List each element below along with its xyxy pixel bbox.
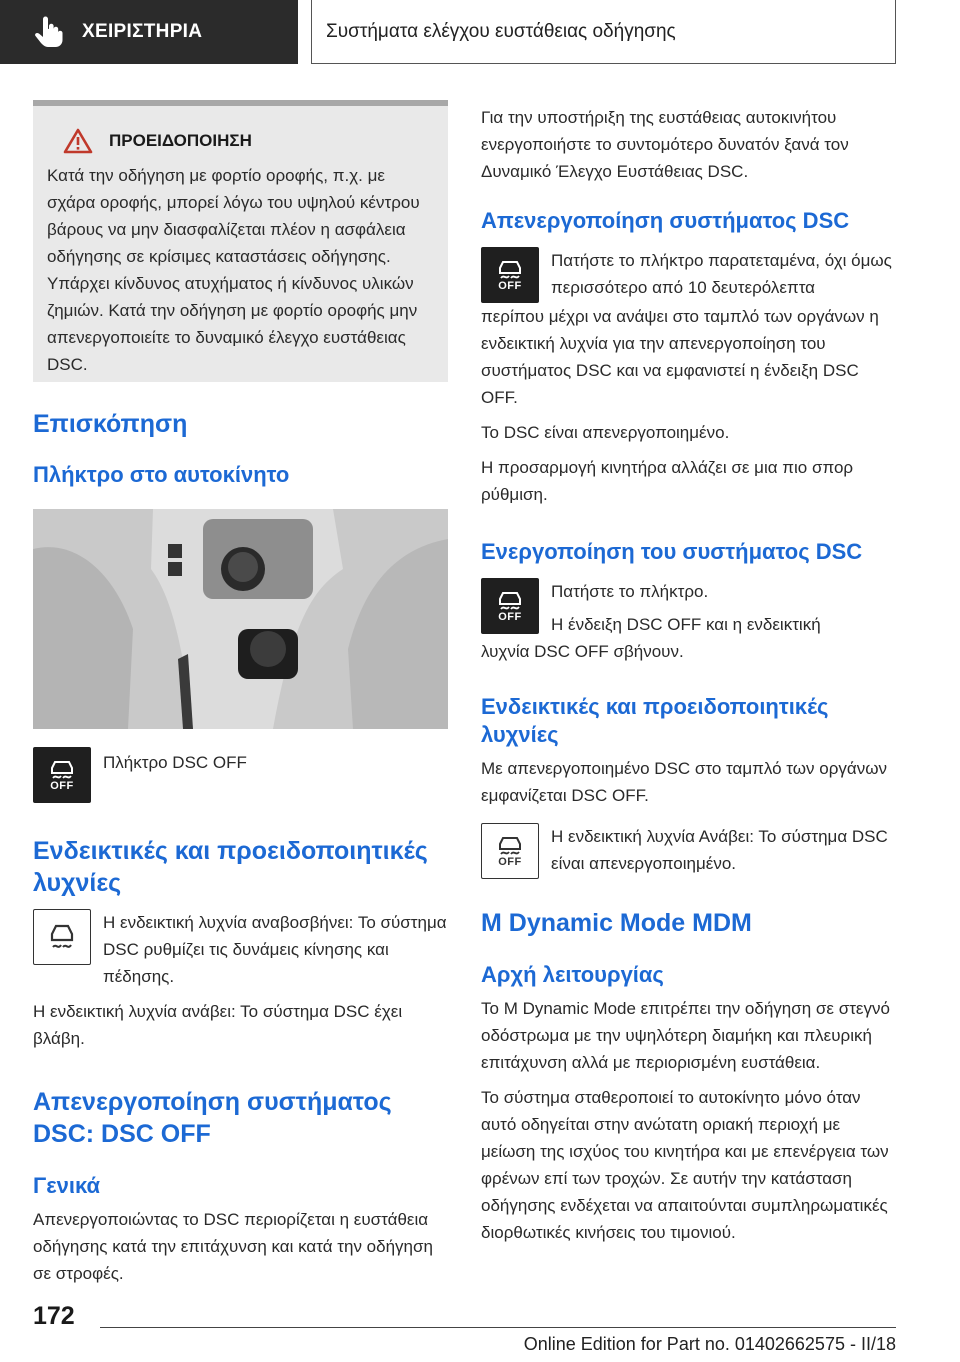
section-label: ΧΕΙΡΙΣΤΗΡΙΑ: [82, 21, 203, 42]
car-skid-icon: [495, 834, 525, 856]
car-skid-icon: [47, 758, 77, 780]
indicator-blink-row: [33, 909, 448, 990]
dsc-indicator-icon: [33, 909, 91, 965]
deactivate-step-rest: περίπου μέχρι να ανάψει στο ταμπλό των οργάνων η ενδεικτική λυχνία για την απενεργοποίηση του συστήματος DSC και να εμφανιστεί η ένδειξη DSC OFF.: [481, 307, 879, 407]
dsc-off-button-icon: [481, 247, 539, 303]
dsc-off-button-icon: [481, 578, 539, 634]
principle-text-1: Το M Dynamic Mode επιτρέπει την οδήγηση σε στεγνό οδόστρωμα με την υψηλότερη διαμήκη και πλευρική επιτάχυνση αλλά με περιορισμένη ευστάθεια.: [481, 999, 890, 1072]
principle-text-2: Το σύστημα σταθεροποιεί το αυτοκίνητο μόνο όταν αυτό οδηγείται στην ανώτατη οριακή περιοχή με μείωση της ισχύος του κινητήρα και με επενέργεια των φρένων επί των τροχών. Σε αυτήν την κατάσταση οδήγησης ενδέχεται να απαιτούνται συμπληρωματικές διορθωτικές κινήσεις του τιμονιού.: [481, 1088, 889, 1242]
indicator-blink-text: Η ενδεικτική λυχνία αναβοσβήνει: Το σύστημα DSC ρυθμίζει τις δυνάμεις κίνησης και πέδησης.: [103, 913, 447, 986]
right-column: [481, 104, 896, 1246]
edition-text: Online Edition for Part no. 01402662575 - II/18: [523, 1334, 896, 1354]
right-indicator-on-row: [481, 823, 896, 879]
deactivate-step-first: Πατήστε το πλήκτρο παρατεταμένα, όχι όμως περισσότερο από 10 δευτερόλεπτα: [551, 251, 892, 297]
dsc-off-indicator-icon: [481, 823, 539, 879]
activate-heading: Ενεργοποίηση του συστήματος DSC: [481, 539, 863, 564]
general-heading: Γενικά: [33, 1173, 101, 1198]
warning-triangle-icon: [63, 128, 93, 154]
car-skid-icon: [495, 258, 525, 280]
hand-pointer-icon: [34, 16, 64, 48]
deactivate-dsc-off-heading: Απενεργοποίηση συστήματος DSC: DSC OFF: [33, 1088, 392, 1148]
activate-step: Πατήστε το πλήκτρο.: [551, 582, 709, 601]
car-skid-icon: [45, 920, 79, 954]
activate-result-first: Η ένδειξη DSC OFF και η ενδεικτική: [551, 615, 821, 634]
deactivate-step-row: [481, 247, 896, 303]
warning-label: ΠΡΟΕΙΔΟΠΟΙΗΣΗ: [109, 131, 252, 150]
right-indicator-on-text: Η ενδεικτική λυχνία Ανάβει: Το σύστημα DSC είναι απενεργοποιημένο.: [551, 827, 888, 873]
button-caption: Πλήκτρο DSC OFF: [103, 753, 247, 772]
indicators-heading: Ενδεικτικές και προειδοποιητικές λυχνίες: [33, 837, 428, 897]
intro-text: Για την υποστήριξη της ευστάθειας αυτοκινήτου ενεργοποιήστε το συντομότερο δυνατόν ξανά τον Δυναμικό Έλεγχο Ευστάθειας DSC.: [481, 108, 849, 181]
section-tab[interactable]: [0, 0, 298, 64]
principle-heading: Αρχή λειτουργίας: [481, 962, 664, 987]
activate-step-row: [481, 578, 896, 638]
dsc-off-button-icon: [33, 747, 91, 803]
activate-result-rest: λυχνία DSC OFF σβήνουν.: [481, 642, 684, 661]
off-label: OFF: [498, 280, 522, 292]
overview-heading: Επισκόπηση: [33, 410, 188, 438]
console-illustration: [33, 509, 448, 729]
off-label: OFF: [498, 611, 522, 623]
chapter-title: [311, 0, 896, 64]
right-indicators-heading: Ενδεικτικές και προειδοποιητικές λυχνίες: [481, 694, 829, 747]
left-column: [33, 100, 448, 1287]
warning-header: [47, 128, 434, 154]
footer-divider: [100, 1327, 896, 1328]
car-skid-icon: [495, 589, 525, 611]
indicator-on-text: Η ενδεικτική λυχνία ανάβει: Το σύστημα DSC έχει βλάβη.: [33, 1002, 403, 1048]
right-indicators-text: Με απενεργοποιημένο DSC στο ταμπλό των οργάνων εμφανίζεται DSC OFF.: [481, 759, 887, 805]
chapter-title-text: Συστήματα ελέγχου ευστάθειας οδήγησης: [326, 20, 676, 42]
off-label: OFF: [50, 780, 74, 792]
page-header: [0, 0, 960, 64]
off-label: OFF: [498, 856, 522, 868]
page-number: 172: [33, 1302, 75, 1330]
engine-note: Η προσαρμογή κινητήρα αλλάζει σε μια πιο σπορ ρύθμιση.: [481, 458, 854, 504]
mdm-heading: M Dynamic Mode MDM: [481, 909, 752, 937]
console-photo: [33, 509, 448, 729]
button-heading: Πλήκτρο στο αυτοκίνητο: [33, 462, 290, 487]
activate-step-text-group: [551, 578, 821, 638]
dsc-off-button-row: [33, 747, 448, 803]
warning-box: [33, 100, 448, 382]
general-text: Απενεργοποιώντας το DSC περιορίζεται η ευστάθεια οδήγησης κατά την επιτάχυνση και κατά την οδήγηση σε στροφές.: [33, 1210, 433, 1283]
deactivated-text: Το DSC είναι απενεργοποιημένο.: [481, 423, 730, 442]
deactivate-heading: Απενεργοποίηση συστήματος DSC: [481, 208, 850, 233]
warning-text: Κατά την οδήγηση με φορτίο οροφής, π.χ. με σχάρα οροφής, μπορεί λόγω του υψηλού κέντρου βάρους να μην διασφαλίζεται πλέον η ασφάλεια οδήγησης σε κρίσιμες καταστάσεις οδήγησης. Υπάρχει κίνδυνος ατυχήματος ή κίνδυνος υλικών ζημιών. Κατά την οδήγηση με φορτίο οροφής μην απενεργοποιείτε το δυναμικό έλεγχο ευστάθειας DSC.: [47, 166, 420, 374]
